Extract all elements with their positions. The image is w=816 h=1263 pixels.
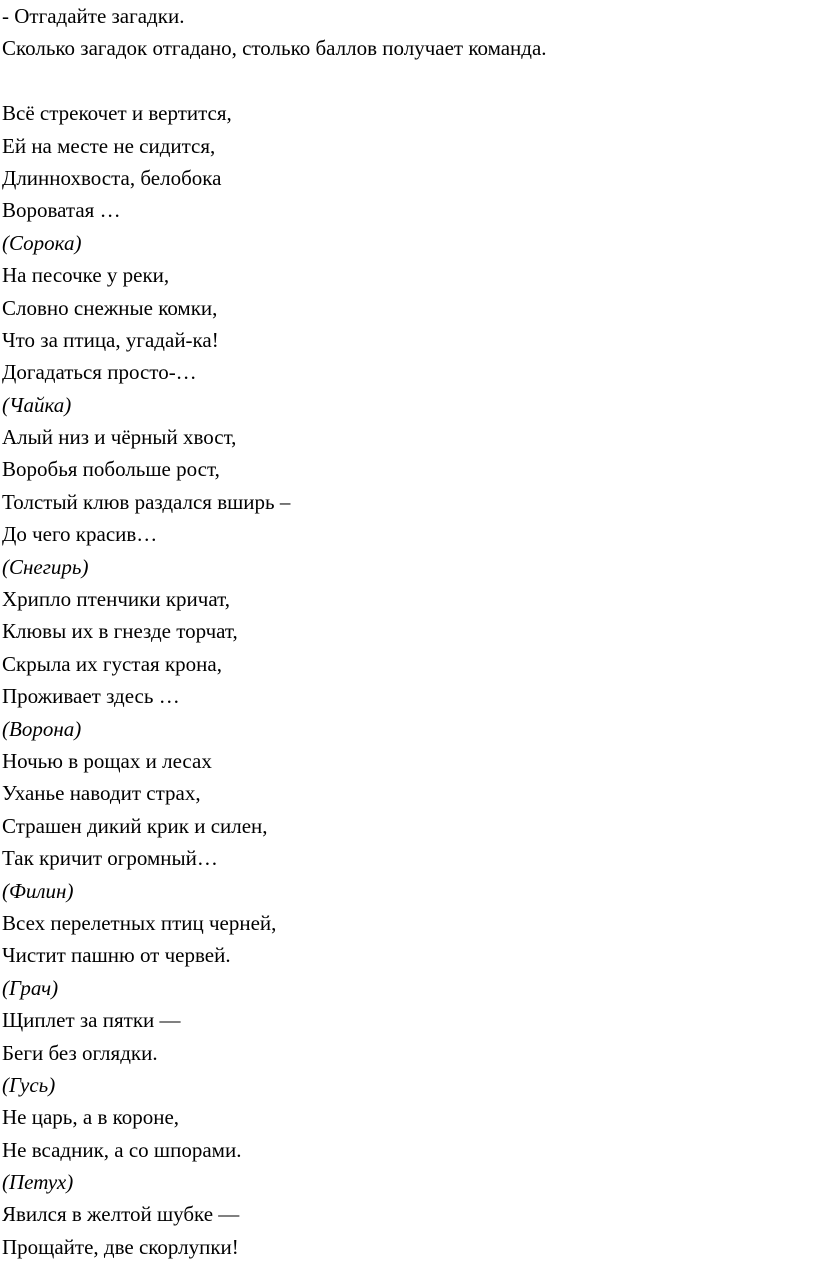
riddle-line: Ей на месте не сидится, <box>2 133 216 158</box>
intro-rules: Сколько загадок отгадано, столько баллов получает команда. <box>2 36 547 61</box>
riddle-line: Ночью в рощах и лесах <box>2 748 212 773</box>
riddle-vorona <box>2 583 812 745</box>
riddle-line: Уханье наводит страх, <box>2 781 201 806</box>
riddle-answer: (Грач) <box>2 975 59 1000</box>
riddle-grach <box>2 907 812 1004</box>
riddle-line: Всех перелетных птиц черней, <box>2 910 277 935</box>
riddle-line: Толстый клюв раздался вширь – <box>2 489 291 514</box>
riddle-line: Скрыла их густая крона, <box>2 651 222 676</box>
riddle-line: Алый низ и чёрный хвост, <box>2 425 237 450</box>
riddle-line: Клювы их в гнезде торчат, <box>2 619 238 644</box>
riddle-chaika <box>2 259 812 421</box>
riddle-line: На песочке у реки, <box>2 263 170 288</box>
riddle-line: Вороватая … <box>2 198 121 223</box>
riddle-answer: (Гусь) <box>2 1072 56 1097</box>
riddle-line: Воробья побольше рост, <box>2 457 220 482</box>
riddle-answer: (Чайка) <box>2 392 72 417</box>
riddle-gus <box>2 1004 812 1101</box>
riddle-line: Проживает здесь … <box>2 684 180 709</box>
riddle-line: Хрипло птенчики кричат, <box>2 587 230 612</box>
riddle-answer: (Ворона) <box>2 716 82 741</box>
riddle-answer: (Сорока) <box>2 230 82 255</box>
riddle-line: Так кричит огромный… <box>2 846 218 871</box>
riddle-line: Словно снежные комки, <box>2 295 218 320</box>
riddle-line: Не царь, а в короне, <box>2 1105 180 1130</box>
riddle-line: Что за птица, угадай-ка! <box>2 327 219 352</box>
riddle-line: Страшен дикий крик и силен, <box>2 813 268 838</box>
riddle-line: Щиплет за пятки — <box>2 1008 181 1033</box>
riddle-answer: (Снегирь) <box>2 554 89 579</box>
riddle-tsyplenok <box>2 1198 812 1263</box>
riddle-line: Всё стрекочет и вертится, <box>2 101 232 126</box>
riddle-sorоka <box>2 97 812 259</box>
riddle-line: Прощайте, две скорлупки! <box>2 1234 239 1259</box>
riddle-snegir <box>2 421 812 583</box>
riddle-answer: (Филин) <box>2 878 74 903</box>
riddle-line: Длиннохвоста, белобока <box>2 165 222 190</box>
riddle-answer: (Петух) <box>2 1170 74 1195</box>
riddle-line: Явился в желтой шубке — <box>2 1202 240 1227</box>
riddle-line: До чего красив… <box>2 522 158 547</box>
riddle-line: Догадаться просто-… <box>2 360 197 385</box>
intro-instruction: - Отгадайте загадки. <box>2 4 185 28</box>
blank-line <box>2 65 812 97</box>
riddle-petukh <box>2 1101 812 1198</box>
riddle-line: Чистит пашню от червей. <box>2 943 231 968</box>
riddle-line: Беги без оглядки. <box>2 1040 158 1065</box>
document-page <box>2 0 812 1263</box>
riddle-filin <box>2 745 812 907</box>
riddle-line: Не всадник, а со шпорами. <box>2 1137 242 1162</box>
